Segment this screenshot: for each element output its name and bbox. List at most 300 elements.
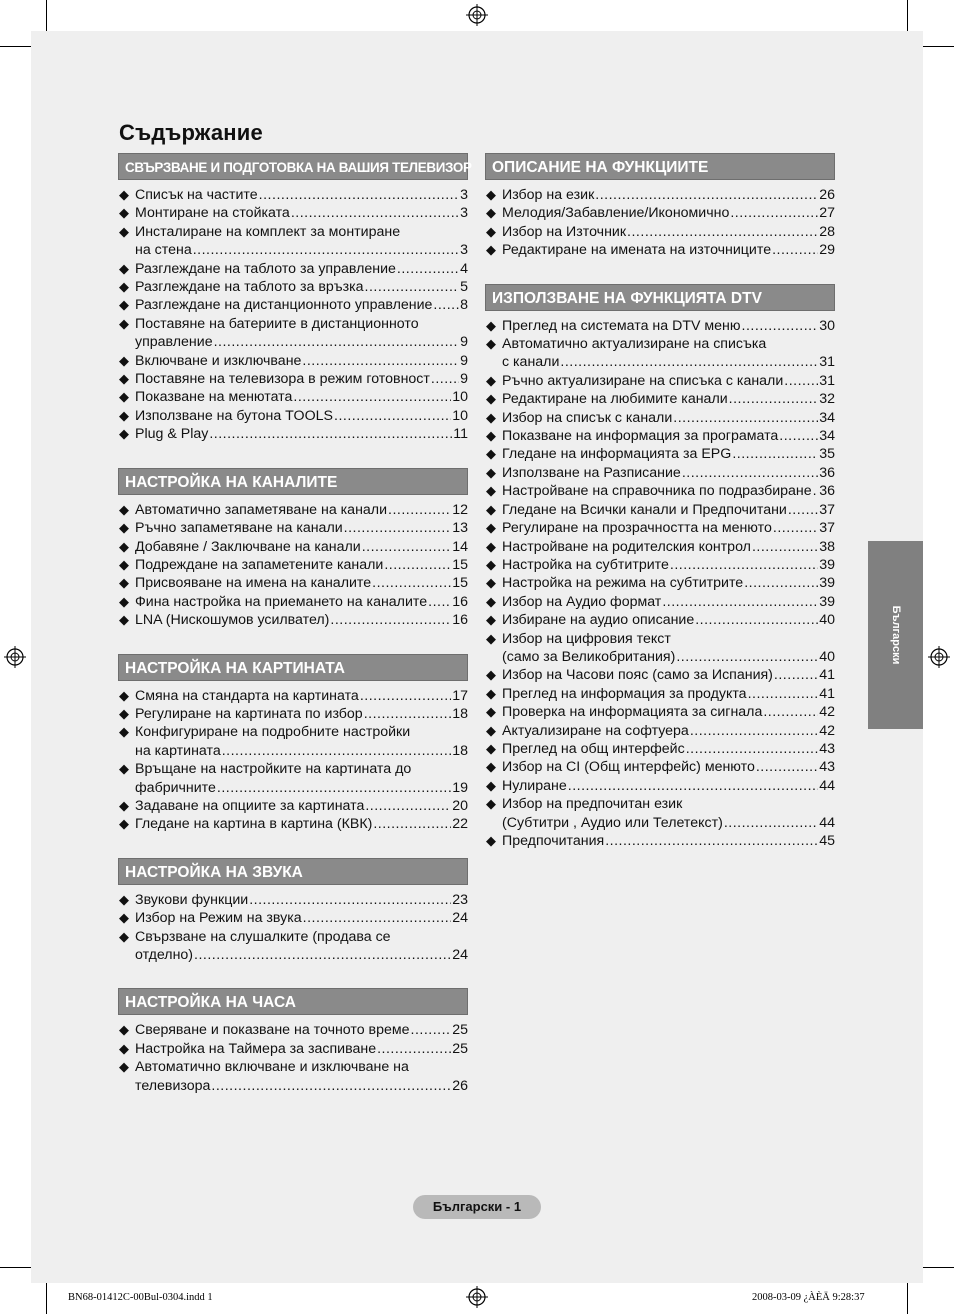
- toc-entry-label: Избор на списък с канали: [502, 409, 673, 426]
- toc-entry[interactable]: [485, 593, 835, 611]
- toc-line: [135, 352, 468, 370]
- toc-line: [135, 241, 468, 259]
- diamond-bullet-icon: ◆: [119, 352, 129, 368]
- dot-leader: [293, 388, 451, 406]
- toc-page-number: 30: [819, 317, 835, 334]
- toc-entry[interactable]: [118, 425, 468, 443]
- toc-entry[interactable]: [485, 409, 835, 427]
- toc-line: [135, 425, 468, 443]
- diamond-bullet-icon: ◆: [119, 279, 129, 295]
- dot-leader: [194, 946, 451, 964]
- diamond-bullet-icon: ◆: [486, 593, 496, 609]
- toc-line: [135, 797, 468, 815]
- diamond-bullet-icon: ◆: [119, 389, 129, 405]
- toc-page-number: 12: [452, 501, 468, 518]
- toc-entry-label: Присвояване на имена на каналите: [135, 575, 372, 592]
- toc-entry-label: отделно): [135, 947, 194, 963]
- toc-line: [135, 705, 468, 723]
- toc-page-number: 39: [819, 575, 835, 592]
- toc-entry[interactable]: [485, 482, 835, 500]
- dot-leader: [330, 611, 451, 629]
- page-number-badge: Български - 1: [413, 1195, 541, 1219]
- toc-entry-label: Настройка на субтитрите: [502, 556, 669, 573]
- toc-entry[interactable]: [118, 223, 468, 260]
- dot-leader: [756, 758, 818, 776]
- toc-page-number: 8: [460, 297, 468, 314]
- diamond-bullet-icon: ◆: [119, 205, 129, 221]
- toc-page-number: 43: [819, 759, 835, 776]
- toc-page-number: 15: [452, 575, 468, 592]
- toc-entry-label: Гледане на информацията за EPG: [502, 446, 732, 463]
- toc-line: [502, 501, 835, 519]
- diamond-bullet-icon: ◆: [119, 407, 129, 423]
- toc-line: [135, 891, 468, 909]
- diamond-bullet-icon: ◆: [486, 759, 496, 775]
- toc-entry-label: Поставяне на батериите в дистанционното: [135, 315, 419, 332]
- toc-page-number: 44: [819, 814, 835, 831]
- toc-entry-label: Избиране на аудио описание: [502, 612, 695, 629]
- toc-entry[interactable]: [485, 611, 835, 629]
- toc-line: [502, 204, 835, 222]
- toc-entry[interactable]: [485, 372, 835, 390]
- toc-line: [502, 409, 835, 427]
- toc-entry[interactable]: [118, 815, 468, 833]
- toc-page-number: 40: [819, 612, 835, 629]
- toc-entry[interactable]: [118, 705, 468, 723]
- toc-page-number: 34: [819, 409, 835, 426]
- toc-page-number: 40: [819, 648, 835, 665]
- toc-line: [135, 574, 468, 592]
- toc-entry[interactable]: [485, 574, 835, 592]
- toc-list: [485, 317, 835, 851]
- toc-page-number: 42: [819, 722, 835, 739]
- toc-line: [135, 186, 468, 204]
- diamond-bullet-icon: ◆: [486, 833, 496, 848]
- diamond-bullet-icon: ◆: [486, 446, 496, 462]
- toc-line: [135, 556, 468, 574]
- toc-entry[interactable]: [118, 501, 468, 519]
- toc-entry[interactable]: [485, 223, 835, 241]
- page-title: Съдържание: [119, 120, 263, 145]
- dot-leader: [193, 241, 459, 259]
- toc-entry-label: Гледане на Всички канали и Предпочитани: [502, 501, 787, 518]
- toc-page-number: 37: [819, 520, 835, 537]
- toc-line: [502, 482, 835, 500]
- section-heading: НАСТРОЙКА НА ЗВУКА: [118, 858, 468, 885]
- diamond-bullet-icon: ◆: [486, 796, 496, 812]
- toc-page-number: 13: [452, 520, 468, 537]
- toc-page-number: 15: [452, 556, 468, 573]
- toc-page-number: 31: [819, 372, 835, 389]
- dot-leader: [695, 611, 818, 629]
- toc-line: [135, 611, 468, 629]
- diamond-bullet-icon: ◆: [486, 372, 496, 388]
- diamond-bullet-icon: ◆: [486, 409, 496, 425]
- toc-entry-label: Списък на частите: [135, 187, 258, 203]
- toc-entry-label: Показване на информация за програмата: [502, 428, 779, 445]
- toc-entry-label: Смяна на стандарта на картината: [135, 687, 359, 704]
- toc-entry[interactable]: [485, 777, 835, 795]
- toc-page-number: 3: [460, 205, 468, 222]
- diamond-bullet-icon: ◆: [119, 501, 129, 517]
- diamond-bullet-icon: ◆: [486, 740, 496, 756]
- toc-list: [118, 186, 468, 444]
- dot-leader: [673, 409, 818, 427]
- toc-entry-label: Фина настройка на приемането на каналите: [135, 593, 428, 610]
- toc-line: [502, 390, 835, 408]
- toc-entry[interactable]: [485, 501, 835, 519]
- dot-leader: [773, 519, 818, 537]
- toc-entry[interactable]: [118, 278, 468, 296]
- toc-page-number: 32: [819, 391, 835, 408]
- toc-entry[interactable]: [485, 685, 835, 703]
- diamond-bullet-icon: ◆: [486, 242, 496, 258]
- toc-entry[interactable]: [485, 204, 835, 222]
- diamond-bullet-icon: ◆: [486, 630, 496, 646]
- dot-leader: [788, 501, 818, 519]
- diamond-bullet-icon: ◆: [119, 891, 129, 907]
- section-spacer: [485, 260, 835, 284]
- side-tab-label: Български: [889, 605, 902, 665]
- diamond-bullet-icon: ◆: [119, 187, 129, 202]
- dot-leader: [813, 482, 819, 500]
- toc-entry[interactable]: [118, 797, 468, 815]
- toc-entry[interactable]: [118, 723, 468, 760]
- dot-leader: [763, 703, 818, 721]
- toc-entry-label: Избор на CI (Общ интерфейс) менюто: [502, 759, 755, 776]
- toc-entry-label: Проверка на информацията за сигнала: [502, 704, 763, 721]
- toc-entry-label: Ръчно запаметяване на канали: [135, 520, 343, 537]
- toc-entry[interactable]: [485, 335, 835, 372]
- toc-entry-label: Мелодия/Забавление/Икономично: [502, 205, 730, 222]
- diamond-bullet-icon: ◆: [486, 501, 496, 517]
- toc-entry[interactable]: [485, 758, 835, 776]
- toc-entry[interactable]: [485, 556, 835, 574]
- diamond-bullet-icon: ◆: [486, 483, 496, 499]
- toc-page-number: 41: [819, 667, 835, 684]
- toc-line: [502, 593, 835, 611]
- toc-page-number: 44: [819, 777, 835, 794]
- dot-leader: [560, 353, 818, 371]
- toc-entry[interactable]: [118, 352, 468, 370]
- toc-entry[interactable]: [118, 760, 468, 797]
- registration-mark-icon: [466, 4, 488, 26]
- toc-entry[interactable]: [485, 427, 835, 445]
- dot-leader: [222, 742, 451, 760]
- toc-line: [135, 593, 468, 611]
- toc-page-number: 37: [819, 501, 835, 518]
- toc-entry[interactable]: [118, 315, 468, 352]
- toc-entry-label: Автоматично запаметяване на канали: [135, 501, 387, 518]
- toc-list: [485, 186, 835, 260]
- toc-entry-label: управление: [135, 334, 213, 351]
- dot-leader: [302, 352, 459, 370]
- dot-leader: [360, 687, 451, 705]
- toc-entry-label: Избор на Часови пояс (само за Испания): [502, 667, 773, 684]
- toc-entry[interactable]: [118, 909, 468, 927]
- toc-page-number: 26: [819, 187, 835, 203]
- toc-entry[interactable]: [485, 630, 835, 667]
- dot-leader: [662, 593, 818, 611]
- dot-leader: [752, 538, 818, 556]
- toc-page-number: 19: [452, 779, 468, 796]
- diamond-bullet-icon: ◆: [119, 612, 129, 628]
- toc-page-number: 10: [452, 407, 468, 424]
- dot-leader: [362, 538, 451, 556]
- dot-leader: [209, 425, 452, 443]
- toc-entry-label: фабричните: [135, 779, 216, 796]
- toc-line: [502, 519, 835, 537]
- toc-line: [502, 556, 835, 574]
- toc-entry-label: (само за Великобритания): [502, 648, 676, 665]
- toc-entry[interactable]: [118, 891, 468, 909]
- toc-entry[interactable]: [118, 574, 468, 592]
- toc-entry[interactable]: [118, 538, 468, 556]
- toc-page-number: 39: [819, 593, 835, 610]
- dot-leader: [568, 777, 818, 795]
- toc-entry[interactable]: [118, 556, 468, 574]
- dot-leader: [774, 666, 818, 684]
- diamond-bullet-icon: ◆: [119, 816, 129, 832]
- toc-page-number: 17: [452, 687, 468, 704]
- toc-line: [502, 722, 835, 740]
- toc-entry-label: Добавяне / Заключване на канали: [135, 538, 361, 555]
- toc-entry-label: Настройване на родителския контрол: [502, 538, 751, 555]
- toc-line: [135, 260, 468, 278]
- toc-entry-label: Предпочитания: [502, 833, 605, 849]
- toc-entry[interactable]: [118, 611, 468, 629]
- diamond-bullet-icon: ◆: [119, 538, 129, 554]
- dot-leader: [784, 372, 818, 390]
- toc-page-number: 9: [460, 352, 468, 369]
- toc-entry[interactable]: [118, 1040, 468, 1058]
- diamond-bullet-icon: ◆: [119, 797, 129, 813]
- toc-entry-label: Ръчно актуализиране на списъка с канали: [502, 372, 784, 389]
- toc-line: [135, 519, 468, 537]
- toc-entry-label: Използване на Разписание: [502, 464, 681, 481]
- dot-leader: [670, 556, 818, 574]
- registration-mark-icon: [4, 646, 26, 668]
- section-spacer: [118, 834, 468, 858]
- toc-line: [502, 538, 835, 556]
- dot-leader: [303, 909, 452, 927]
- toc-line: [502, 740, 835, 758]
- diamond-bullet-icon: ◆: [486, 464, 496, 480]
- dot-leader: [772, 241, 818, 259]
- toc-page-number: 10: [452, 389, 468, 406]
- toc-entry[interactable]: [485, 795, 835, 832]
- toc-entry-label: Избор на Аудио формат: [502, 593, 662, 610]
- toc-page-number: 39: [819, 556, 835, 573]
- toc-entry-label: на стена: [135, 242, 192, 259]
- toc-entry-label: Регулиране на прозрачността на менюто: [502, 520, 772, 537]
- toc-page-number: 31: [819, 354, 835, 371]
- toc-entry-label: (Субтитри , Аудио или Телетекст): [502, 814, 723, 831]
- toc-entry[interactable]: [118, 1058, 468, 1095]
- dot-leader: [724, 814, 818, 832]
- toc-entry-label: Монтиране на стойката: [135, 205, 290, 222]
- toc-entry-label: телевизора: [135, 1077, 211, 1094]
- dot-leader: [411, 1021, 452, 1039]
- toc-page-number: 22: [452, 816, 468, 833]
- dot-leader: [334, 407, 451, 425]
- diamond-bullet-icon: ◆: [119, 575, 129, 591]
- dot-leader: [676, 648, 818, 666]
- dot-leader: [365, 797, 451, 815]
- toc-line: [135, 370, 468, 388]
- toc-entry-label: Сверяване и показване на точното време: [135, 1022, 410, 1039]
- toc-entry[interactable]: [485, 317, 835, 335]
- toc-entry[interactable]: [118, 928, 468, 965]
- toc-entry[interactable]: [485, 445, 835, 463]
- toc-entry[interactable]: [485, 464, 835, 482]
- toc-line: [135, 278, 468, 296]
- dot-leader: [779, 427, 818, 445]
- toc-entry-label: Избор на предпочитан език: [502, 796, 683, 813]
- toc-entry[interactable]: [118, 593, 468, 611]
- dot-leader: [377, 1040, 451, 1058]
- dot-leader: [211, 1077, 451, 1095]
- toc-entry[interactable]: [485, 666, 835, 684]
- toc-line: [135, 407, 468, 425]
- toc-line: [502, 758, 835, 776]
- toc-entry[interactable]: [118, 204, 468, 222]
- toc-page-number: 25: [452, 1022, 468, 1039]
- toc-page-number: 43: [819, 740, 835, 757]
- toc-entry-label: Свързване на слушалките (продава се: [135, 928, 391, 945]
- toc-page-number: 27: [819, 205, 835, 222]
- diamond-bullet-icon: ◆: [486, 187, 496, 202]
- toc-line: [502, 372, 835, 390]
- toc-page-number: 26: [452, 1077, 468, 1094]
- toc-page-number: 9: [460, 334, 468, 351]
- dot-leader: [214, 333, 460, 351]
- toc-page-number: 45: [819, 833, 835, 849]
- dot-leader: [595, 186, 818, 204]
- toc-page-number: 42: [819, 704, 835, 721]
- toc-line: [135, 687, 468, 705]
- toc-entry[interactable]: [485, 390, 835, 408]
- toc-entry[interactable]: [118, 1021, 468, 1039]
- section-heading: ОПИСАНИЕ НА ФУНКЦИИТЕ: [485, 153, 835, 180]
- toc-entry[interactable]: [485, 538, 835, 556]
- toc-entry[interactable]: [118, 296, 468, 314]
- toc-entry[interactable]: [118, 519, 468, 537]
- diamond-bullet-icon: ◆: [486, 317, 496, 333]
- toc-line: [135, 946, 468, 964]
- toc-entry[interactable]: [485, 703, 835, 721]
- toc-line: [502, 648, 835, 666]
- registration-mark-icon: [466, 1286, 488, 1308]
- toc-page-number: 36: [819, 464, 835, 481]
- diamond-bullet-icon: ◆: [486, 556, 496, 572]
- section-spacer: [118, 964, 468, 988]
- section-heading: НАСТРОЙКА НА КАРТИНАТА: [118, 654, 468, 681]
- toc-left-column: [118, 153, 472, 1095]
- toc-entry-label: Plug & Play: [135, 426, 209, 443]
- toc-line: [502, 186, 835, 204]
- toc-line: [502, 317, 835, 335]
- toc-entry-label: Включване и изключване: [135, 352, 302, 369]
- toc-entry[interactable]: [118, 388, 468, 406]
- toc-right-column: [485, 153, 835, 850]
- diamond-bullet-icon: ◆: [486, 685, 496, 701]
- toc-entry-label: Автоматично включване и изключване на: [135, 1059, 409, 1076]
- dot-leader: [259, 186, 459, 204]
- toc-entry-label: Настройка на Таймера за заспиване: [135, 1040, 377, 1057]
- toc-line: [502, 703, 835, 721]
- toc-entry-label: Регулиране на картината по избор: [135, 705, 363, 722]
- toc-entry[interactable]: [485, 832, 835, 850]
- toc-line: [135, 204, 468, 222]
- dot-leader: [365, 278, 460, 296]
- toc-entry-label: Гледане на картина в картина (КВК): [135, 816, 373, 833]
- toc-entry-label: Нулиране: [502, 777, 567, 794]
- toc-page-number: 11: [453, 426, 468, 443]
- diamond-bullet-icon: ◆: [119, 260, 129, 276]
- toc-entry-label: Актуализиране на софтуера: [502, 722, 689, 739]
- dot-leader: [291, 204, 459, 222]
- toc-page-number: 25: [452, 1040, 468, 1057]
- section-heading: НАСТРОЙКА НА ЧАСА: [118, 988, 468, 1015]
- print-slug-timestamp: 2008-03-09 ¿ÀÈÄ 9:28:37: [752, 1292, 865, 1303]
- toc-entry-label: Автоматично актуализиране на списъка: [502, 336, 767, 353]
- toc-entry[interactable]: [118, 260, 468, 278]
- language-side-tab: [868, 541, 923, 729]
- toc-line: [135, 779, 468, 797]
- diamond-bullet-icon: ◆: [486, 612, 496, 628]
- toc-entry[interactable]: [118, 687, 468, 705]
- toc-entry[interactable]: [485, 740, 835, 758]
- toc-entry[interactable]: [485, 519, 835, 537]
- toc-line: [502, 223, 835, 241]
- diamond-bullet-icon: ◆: [119, 761, 129, 777]
- toc-entry[interactable]: [485, 241, 835, 259]
- toc-page-number: 14: [452, 538, 468, 555]
- toc-entry[interactable]: [118, 370, 468, 388]
- toc-page-number: 18: [452, 742, 468, 759]
- dot-leader: [397, 260, 459, 278]
- toc-entry[interactable]: [485, 722, 835, 740]
- toc-entry-label: Преглед на общ интерфейс: [502, 740, 685, 757]
- toc-entry-label: Избор на Източник: [502, 223, 627, 240]
- toc-entry[interactable]: [118, 186, 468, 204]
- toc-page-number: 20: [452, 797, 468, 814]
- print-slug-file: BN68-01412C-00Bul-0304.indd 1: [68, 1292, 213, 1303]
- section-heading: НАСТРОЙКА НА КАНАЛИТЕ: [118, 468, 468, 495]
- diamond-bullet-icon: ◆: [119, 1040, 129, 1056]
- dot-leader: [729, 390, 819, 408]
- toc-page-number: 24: [452, 947, 468, 963]
- toc-entry-label: Избор на Режим на звука: [135, 910, 302, 927]
- toc-line: [135, 296, 468, 314]
- toc-page-number: 18: [452, 705, 468, 722]
- toc-entry-label: с канали: [502, 354, 560, 371]
- diamond-bullet-icon: ◆: [486, 223, 496, 239]
- dot-leader: [605, 832, 818, 850]
- toc-line: [502, 353, 835, 371]
- toc-entry[interactable]: [485, 186, 835, 204]
- toc-entry-label: Избор на език: [502, 187, 595, 203]
- diamond-bullet-icon: ◆: [119, 426, 129, 442]
- toc-entry[interactable]: [118, 407, 468, 425]
- toc-list: [118, 1021, 468, 1095]
- diamond-bullet-icon: ◆: [119, 1022, 129, 1038]
- toc-line: [135, 909, 468, 927]
- toc-entry-label: Разглеждане на таблото за връзка: [135, 279, 364, 296]
- section-spacer: [118, 444, 468, 468]
- toc-entry-label: LNA (Нискошумов усилвател): [135, 612, 330, 629]
